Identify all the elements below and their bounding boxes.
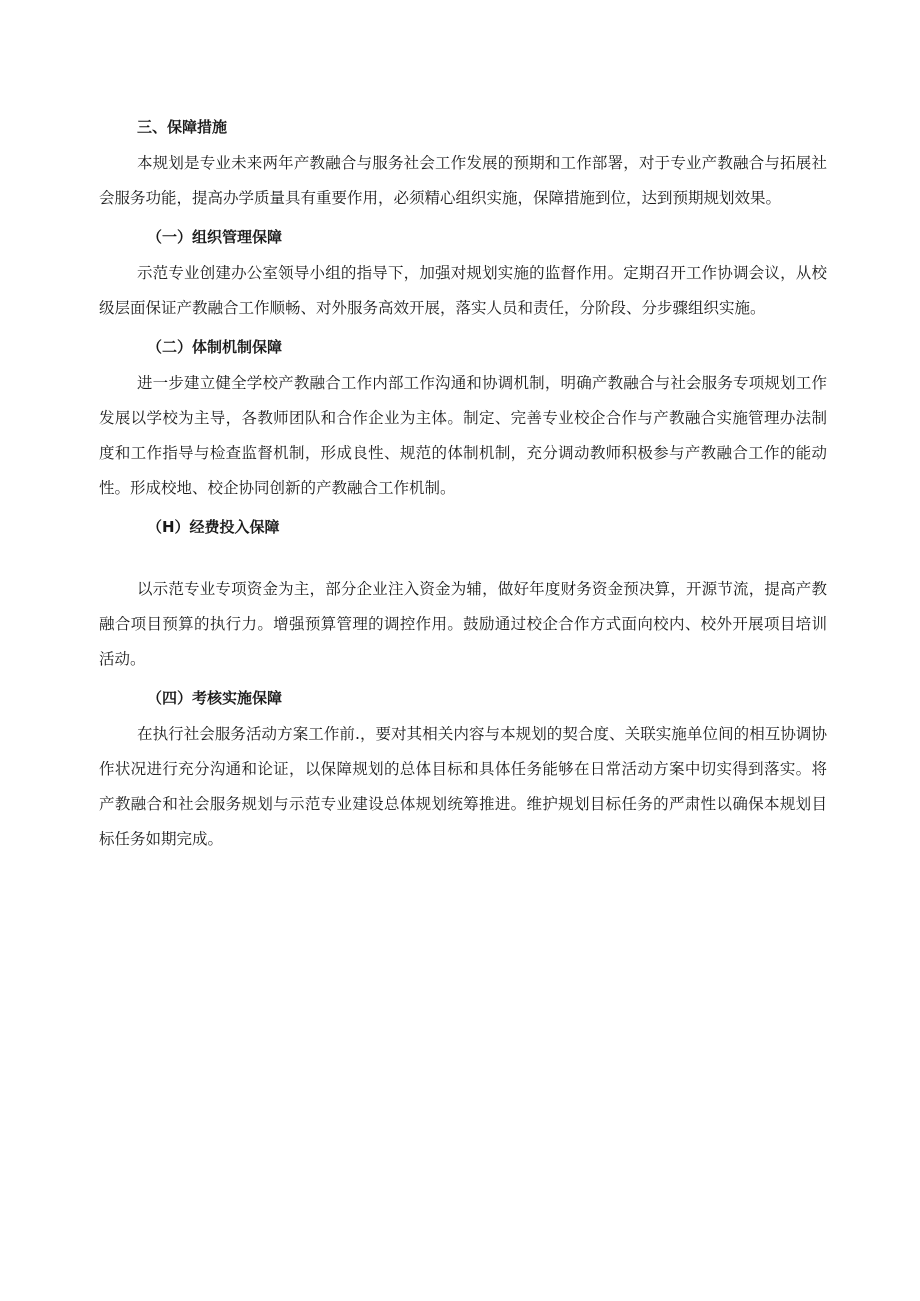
document-body [99,112,827,857]
intro-paragraph: 本规划是专业未来两年产教融合与服务社会工作发展的预期和工作部署，对于专业产教融合与拓展社会服务功能，提高办学质量具有重要作用，必须精心组织实施，保障措施到位，达到预期规划效果。 [99,154,827,207]
subsection-body-assessment: 在执行社会服务活动方案工作前.，要对其相关内容与本规划的契合度、关联实施单位间的相互协调协作状况进行充分沟通和论证，以保障规划的总体目标和具体任务能够在日常活动方案中切实得到落实。将产教融合和社会服务规划与示范专业建设总体规划统筹推进。维护规划目标任务的严肃性以确保本规划目标任务如期完成。 [99,725,827,848]
subsection-heading-system: （二）体制机制保障 [147,338,283,356]
subsection-heading-assessment: （四）考核实施保障 [147,689,283,707]
subsection-body-funding: 以示范专业专项资金为主，部分企业注入资金为辅，做好年度财务资金预决算，开源节流，提高产教融合项目预算的执行力。增强预算管理的调控作用。鼓励通过校企合作方式面向校内、校外开展项目培训活动。 [99,580,827,668]
subsection-body-organization: 示范专业创建办公室领导小组的指导下，加强对规划实施的监督作用。定期召开工作协调会议，从校级层面保证产教融合工作顺畅、对外服务高效开展，落实人员和责任，分阶段、分步骤组织实施。 [99,264,827,317]
subsection-heading-funding: （H）经费投入保障 [147,518,280,536]
subsection-heading-organization: （一）组织管理保障 [147,228,283,246]
section-title: 三、保障措施 [137,118,228,136]
subsection-body-system: 进一步建立健全学校产教融合工作内部工作沟通和协调机制，明确产教融合与社会服务专项规划工作发展以学校为主导，各教师团队和合作企业为主体。制定、完善专业校企合作与产教融合实施管理办法制度和工作指导与检查监督机制，形成良性、规范的体制机制，充分调动教师积极参与产教融合工作的能动性。形成校地、校企协同创新的产教融合工作机制。 [99,374,827,497]
